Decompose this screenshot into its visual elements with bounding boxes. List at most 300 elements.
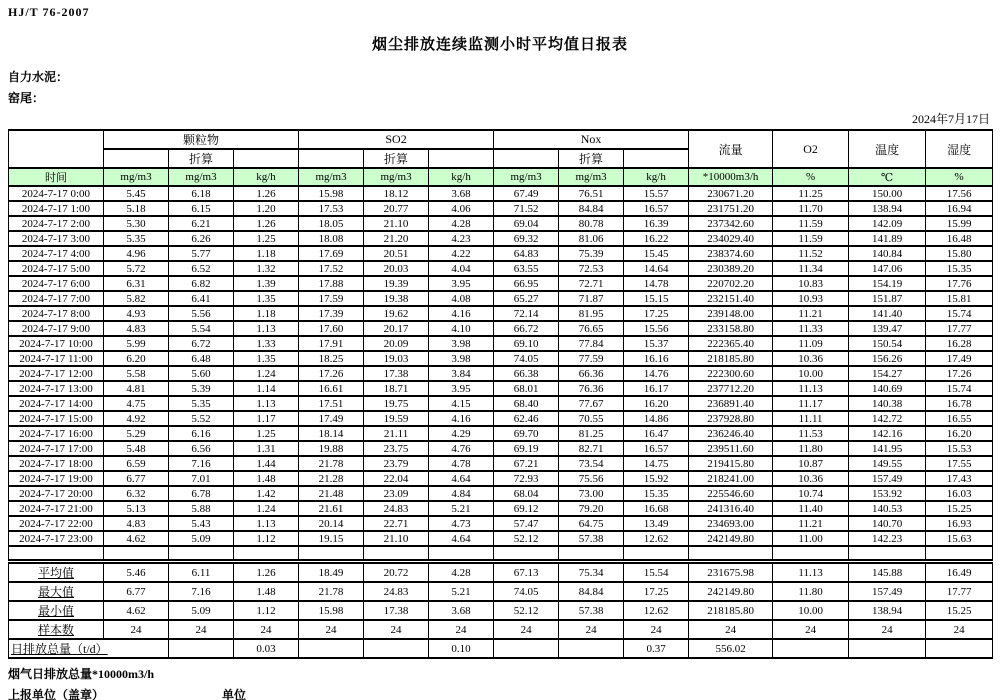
value-cell: 16.47 [624,426,689,441]
value-cell [559,639,624,658]
value-cell: 10.00 [773,601,849,620]
value-cell: 1.25 [234,426,299,441]
value-cell: 142.72 [849,411,926,426]
value-cell: 1.14 [234,381,299,396]
blank-header-cell [104,149,169,168]
value-cell: 237712.20 [689,381,773,396]
value-cell: 14.78 [624,276,689,291]
value-cell: 140.84 [849,246,926,261]
value-cell: 14.86 [624,411,689,426]
value-cell: 11.53 [773,426,849,441]
value-cell: 17.51 [299,396,364,411]
value-cell: 4.64 [429,531,494,546]
value-cell: 13.49 [624,516,689,531]
value-cell: 219415.80 [689,456,773,471]
value-cell: 23.75 [364,441,429,456]
value-cell: 19.62 [364,306,429,321]
value-cell: 0.37 [624,639,689,658]
value-cell: 140.38 [849,396,926,411]
blank-cell [773,546,849,560]
value-cell: 16.17 [624,381,689,396]
value-cell: 1.33 [234,336,299,351]
value-cell: 17.56 [926,186,993,201]
blank-row [9,546,993,560]
data-row [9,216,993,231]
value-cell: 81.95 [559,306,624,321]
value-cell: 15.35 [624,486,689,501]
time-cell: 2024-7-17 3:00 [9,231,104,246]
value-cell: 17.38 [364,366,429,381]
value-cell: 7.01 [169,471,234,486]
value-cell: 237928.80 [689,411,773,426]
value-cell: 5.99 [104,336,169,351]
value-cell: 4.28 [429,216,494,231]
unit-cell: % [773,168,849,186]
time-cell: 2024-7-17 12:00 [9,366,104,381]
data-row [9,351,993,366]
value-cell: 18.49 [299,563,364,582]
value-cell: 5.39 [169,381,234,396]
value-cell: 64.83 [494,246,559,261]
value-cell: 69.70 [494,426,559,441]
value-cell: 24 [429,620,494,639]
value-cell: 14.64 [624,261,689,276]
time-cell: 2024-7-17 15:00 [9,411,104,426]
value-cell: 72.93 [494,471,559,486]
value-cell: 69.19 [494,441,559,456]
time-cell: 2024-7-17 19:00 [9,471,104,486]
value-cell: 5.54 [169,321,234,336]
value-cell: 11.17 [773,396,849,411]
value-cell: 11.09 [773,336,849,351]
value-cell: 20.51 [364,246,429,261]
time-cell: 2024-7-17 23:00 [9,531,104,546]
data-row [9,291,993,306]
value-cell: 11.80 [773,441,849,456]
value-cell: 17.25 [624,582,689,601]
report-unit-label: 上报单位（盖章） [8,688,105,700]
blank-cell [926,546,993,560]
value-cell: 4.96 [104,246,169,261]
value-cell: 225546.60 [689,486,773,501]
value-cell: 222300.60 [689,366,773,381]
value-cell: 82.71 [559,441,624,456]
value-cell: 11.33 [773,321,849,336]
value-cell: 241316.40 [689,501,773,516]
value-cell: 15.25 [926,501,993,516]
value-cell: 16.16 [624,351,689,366]
value-cell: 11.21 [773,516,849,531]
value-cell: 67.13 [494,563,559,582]
value-cell: 5.45 [104,186,169,201]
blank-header-cell [234,149,299,168]
value-cell: 154.27 [849,366,926,381]
value-cell: 19.15 [299,531,364,546]
value-cell: 17.49 [926,351,993,366]
value-cell: 24 [926,620,993,639]
value-cell: 24 [773,620,849,639]
value-cell: 65.27 [494,291,559,306]
value-cell: 21.10 [364,531,429,546]
value-cell: 20.17 [364,321,429,336]
value-cell: 52.12 [494,531,559,546]
value-cell: 22.71 [364,516,429,531]
header-humidity: 湿度 [926,130,993,168]
value-cell: 11.11 [773,411,849,426]
value-cell: 20.03 [364,261,429,276]
data-row [9,486,993,501]
value-cell: 140.53 [849,501,926,516]
value-cell: 16.57 [624,441,689,456]
unit-cell: mg/m3 [169,168,234,186]
value-cell: 1.32 [234,261,299,276]
value-cell: 17.88 [299,276,364,291]
value-cell: 24 [234,620,299,639]
group-header-so2: SO2 [299,130,494,149]
value-cell: 154.19 [849,276,926,291]
value-cell: 139.47 [849,321,926,336]
header-flow: 流量 [689,130,773,168]
value-cell: 1.13 [234,321,299,336]
blank-cell [429,546,494,560]
location-label: 窑尾： [8,91,45,105]
value-cell: 68.04 [494,486,559,501]
value-cell: 24 [299,620,364,639]
blank-cell [849,546,926,560]
header-group-row [9,130,993,149]
value-cell: 16.20 [926,426,993,441]
blank-header-cell [299,149,364,168]
value-cell: 1.17 [234,411,299,426]
time-cell: 2024-7-17 9:00 [9,321,104,336]
value-cell: 76.51 [559,186,624,201]
value-cell [169,639,234,658]
value-cell: 19.75 [364,396,429,411]
value-cell: 222365.40 [689,336,773,351]
data-row [9,186,993,201]
value-cell: 7.16 [169,456,234,471]
value-cell: 66.38 [494,366,559,381]
time-cell: 2024-7-17 6:00 [9,276,104,291]
value-cell: 17.49 [299,411,364,426]
value-cell: 6.82 [169,276,234,291]
value-cell: 19.88 [299,441,364,456]
data-row [9,306,993,321]
value-cell: 24.83 [364,501,429,516]
value-cell: 67.49 [494,186,559,201]
value-cell: 147.06 [849,261,926,276]
unit-cell: kg/h [624,168,689,186]
value-cell: 238374.60 [689,246,773,261]
value-cell: 5.18 [104,201,169,216]
report-table [8,129,993,659]
standard-code: HJ/T 76-2007 [8,5,90,19]
value-cell: 15.99 [926,216,993,231]
value-cell: 10.36 [773,351,849,366]
value-cell: 68.01 [494,381,559,396]
value-cell: 1.24 [234,501,299,516]
value-cell: 141.40 [849,306,926,321]
value-cell: 5.13 [104,501,169,516]
value-cell: 71.52 [494,201,559,216]
value-cell [494,639,559,658]
value-cell: 1.39 [234,276,299,291]
data-row [9,426,993,441]
value-cell: 16.28 [926,336,993,351]
value-cell: 24 [624,620,689,639]
value-cell: 17.59 [299,291,364,306]
value-cell: 6.48 [169,351,234,366]
value-cell: 76.65 [559,321,624,336]
data-row [9,276,993,291]
value-cell: 5.21 [429,501,494,516]
data-row [9,516,993,531]
value-cell: 1.12 [234,601,299,620]
value-cell: 18.71 [364,381,429,396]
value-cell: 11.70 [773,201,849,216]
data-row [9,231,993,246]
data-row [9,441,993,456]
value-cell: 4.28 [429,563,494,582]
value-cell: 5.43 [169,516,234,531]
value-cell: 6.56 [169,441,234,456]
value-cell: 18.05 [299,216,364,231]
unit-cell: kg/h [429,168,494,186]
value-cell: 17.52 [299,261,364,276]
value-cell: 16.61 [299,381,364,396]
value-cell: 150.54 [849,336,926,351]
converted-header-pm: 折算 [169,149,234,168]
value-cell: 16.48 [926,231,993,246]
value-cell: 16.22 [624,231,689,246]
blank-cell [104,546,169,560]
value-cell: 57.38 [559,601,624,620]
value-cell: 6.78 [169,486,234,501]
time-cell: 2024-7-17 13:00 [9,381,104,396]
value-cell: 72.71 [559,276,624,291]
data-row [9,531,993,546]
value-cell: 16.39 [624,216,689,231]
value-cell: 4.16 [429,306,494,321]
value-cell: 15.54 [624,563,689,582]
value-cell: 16.20 [624,396,689,411]
value-cell: 10.93 [773,291,849,306]
header-temp: 温度 [849,130,926,168]
unit-cell: ℃ [849,168,926,186]
value-cell: 19.03 [364,351,429,366]
value-cell: 1.31 [234,441,299,456]
value-cell: 4.62 [104,531,169,546]
value-cell: 4.92 [104,411,169,426]
value-cell: 69.32 [494,231,559,246]
time-cell: 2024-7-17 0:00 [9,186,104,201]
value-cell: 17.60 [299,321,364,336]
value-cell: 231675.98 [689,563,773,582]
value-cell: 141.89 [849,231,926,246]
daily-total-label: 日排放总量（t/d） [9,639,169,658]
value-cell: 1.13 [234,396,299,411]
converted-header-so2: 折算 [364,149,429,168]
value-cell: 5.58 [104,366,169,381]
value-cell: 17.43 [926,471,993,486]
value-cell: 4.10 [429,321,494,336]
value-cell: 150.00 [849,186,926,201]
header-o2: O2 [773,130,849,168]
value-cell: 70.55 [559,411,624,426]
value-cell: 24 [104,620,169,639]
value-cell [926,639,993,658]
value-cell: 5.52 [169,411,234,426]
value-cell: 4.75 [104,396,169,411]
data-row [9,336,993,351]
value-cell: 84.84 [559,201,624,216]
value-cell: 151.87 [849,291,926,306]
value-cell: 5.09 [169,531,234,546]
value-cell: 156.26 [849,351,926,366]
value-cell: 231751.20 [689,201,773,216]
value-cell: 68.40 [494,396,559,411]
blank-cell [559,546,624,560]
time-cell: 2024-7-17 18:00 [9,456,104,471]
unit-cell: mg/m3 [364,168,429,186]
value-cell: 15.80 [926,246,993,261]
value-cell: 556.02 [689,639,773,658]
summary-row [9,563,993,582]
value-cell: 5.35 [169,396,234,411]
value-cell: 11.21 [773,306,849,321]
value-cell: 80.78 [559,216,624,231]
value-cell: 0.03 [234,639,299,658]
value-cell: 5.30 [104,216,169,231]
time-cell: 2024-7-17 8:00 [9,306,104,321]
value-cell: 157.49 [849,582,926,601]
value-cell: 1.48 [234,582,299,601]
value-cell: 6.20 [104,351,169,366]
value-cell: 11.80 [773,582,849,601]
data-row [9,456,993,471]
summary-row [9,620,993,639]
value-cell: 1.18 [234,246,299,261]
value-cell: 21.78 [299,456,364,471]
value-cell: 72.14 [494,306,559,321]
value-cell: 21.61 [299,501,364,516]
value-cell: 142.09 [849,216,926,231]
value-cell: 5.60 [169,366,234,381]
value-cell: 14.75 [624,456,689,471]
value-cell: 6.11 [169,563,234,582]
value-cell: 3.98 [429,351,494,366]
value-cell: 24 [689,620,773,639]
data-row [9,381,993,396]
value-cell: 76.36 [559,381,624,396]
summary-row [9,601,993,620]
value-cell: 3.95 [429,276,494,291]
value-cell: 19.38 [364,291,429,306]
report-table-body [9,186,993,658]
value-cell: 1.13 [234,516,299,531]
value-cell: 15.25 [926,601,993,620]
value-cell: 75.39 [559,246,624,261]
value-cell: 1.18 [234,306,299,321]
value-cell: 15.56 [624,321,689,336]
data-row [9,501,993,516]
value-cell: 4.15 [429,396,494,411]
value-cell: 57.38 [559,531,624,546]
value-cell: 16.94 [926,201,993,216]
value-cell: 234693.00 [689,516,773,531]
value-cell: 77.59 [559,351,624,366]
value-cell: 153.92 [849,486,926,501]
unit-cell: mg/m3 [559,168,624,186]
value-cell: 20.72 [364,563,429,582]
time-cell: 2024-7-17 2:00 [9,216,104,231]
value-cell: 149.55 [849,456,926,471]
blank-header-cell [624,149,689,168]
value-cell: 218241.00 [689,471,773,486]
value-cell: 1.20 [234,201,299,216]
value-cell: 138.94 [849,601,926,620]
value-cell: 4.93 [104,306,169,321]
value-cell: 14.76 [624,366,689,381]
value-cell: 52.12 [494,601,559,620]
value-cell: 21.48 [299,486,364,501]
value-cell: 233158.80 [689,321,773,336]
value-cell: 10.83 [773,276,849,291]
unit-label: 单位 [222,688,247,700]
value-cell: 0.10 [429,639,494,658]
value-cell: 74.05 [494,582,559,601]
value-cell: 145.88 [849,563,926,582]
value-cell [364,639,429,658]
value-cell: 11.34 [773,261,849,276]
value-cell: 20.77 [364,201,429,216]
unit-cell: mg/m3 [299,168,364,186]
blank-header-cell [429,149,494,168]
value-cell: 239511.60 [689,441,773,456]
blank-cell [9,546,104,560]
value-cell: 17.53 [299,201,364,216]
value-cell: 5.29 [104,426,169,441]
value-cell: 4.62 [104,601,169,620]
value-cell: 140.70 [849,516,926,531]
value-cell: 1.48 [234,471,299,486]
value-cell: 11.13 [773,381,849,396]
value-cell: 1.12 [234,531,299,546]
value-cell: 12.62 [624,601,689,620]
value-cell: 15.35 [926,261,993,276]
summary-label: 样本数 [9,620,104,639]
time-cell: 2024-7-17 17:00 [9,441,104,456]
value-cell: 6.26 [169,231,234,246]
time-cell: 2024-7-17 16:00 [9,426,104,441]
value-cell: 4.78 [429,456,494,471]
value-cell: 6.18 [169,186,234,201]
value-cell: 5.48 [104,441,169,456]
value-cell: 81.25 [559,426,624,441]
value-cell: 15.53 [926,441,993,456]
value-cell: 15.57 [624,186,689,201]
value-cell: 23.09 [364,486,429,501]
value-cell: 5.56 [169,306,234,321]
unit-cell: mg/m3 [494,168,559,186]
group-header-nox: Nox [494,130,689,149]
value-cell: 72.53 [559,261,624,276]
value-cell: 5.77 [169,246,234,261]
data-row [9,201,993,216]
daily-total-row [9,639,993,658]
flue-gas-total-label: 烟气日排放总量*10000m3/h [8,667,155,681]
data-row [9,261,993,276]
